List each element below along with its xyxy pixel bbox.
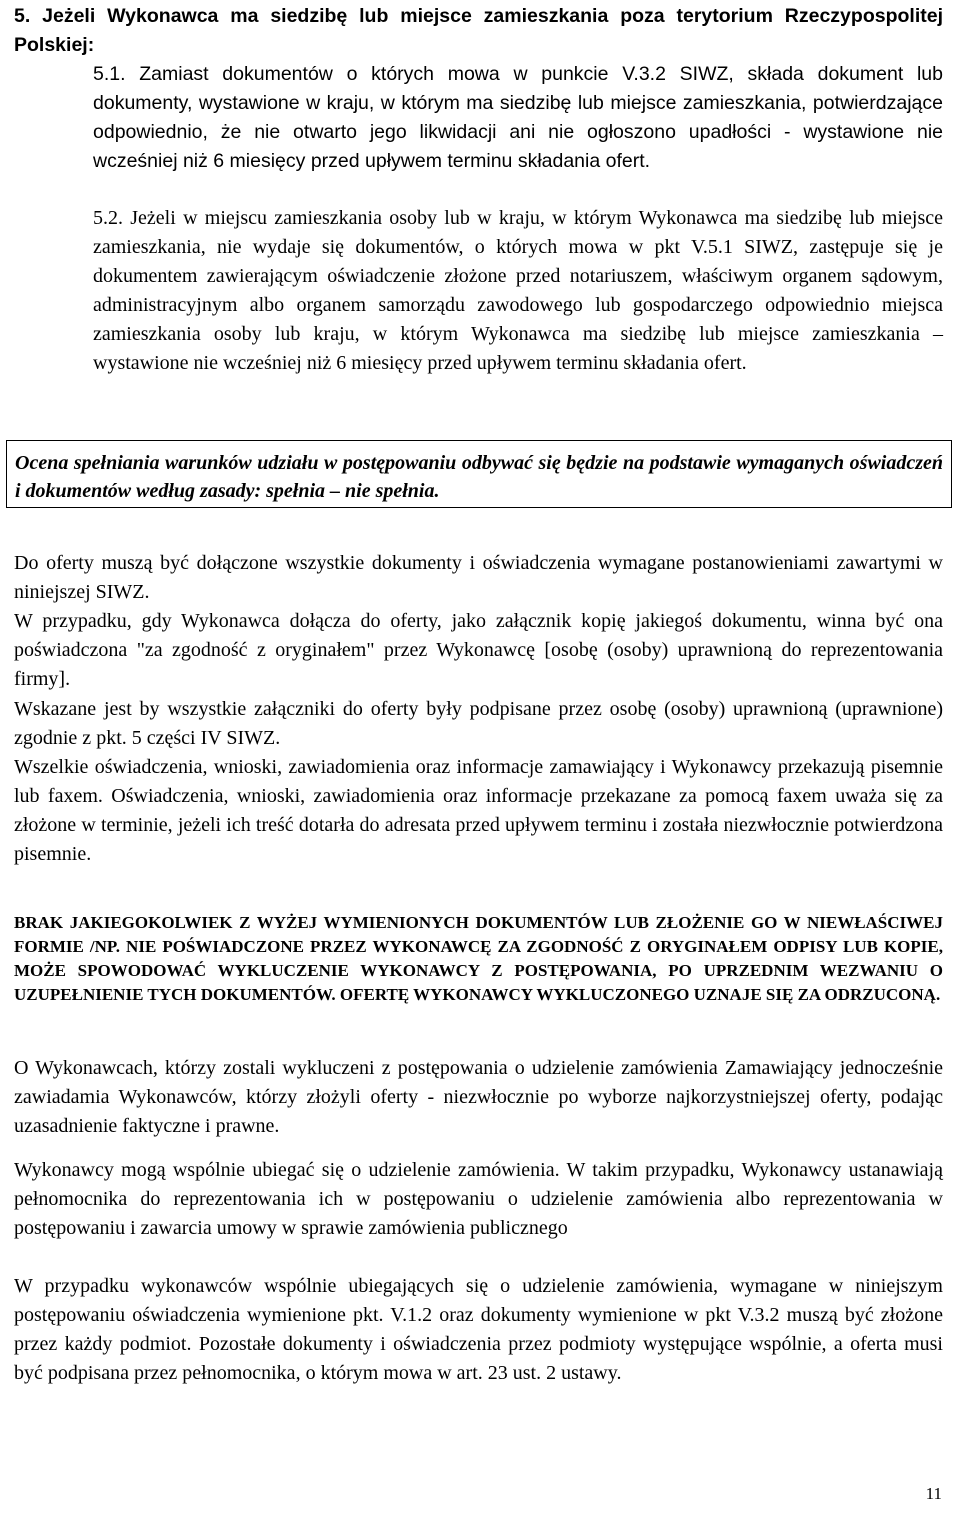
- exclusion-notice: O Wykonawcach, którzy zostali wykluczeni z postępowania o udzielenie zamówienia Zamawiający jednocześnie zawiadamia Wykonawców, którzy złożyli oferty - niezwłocznie po wyborze najkorzystniejszej oferty, podając uzasadnienie faktyczne i prawne.: [14, 1057, 943, 1137]
- paragraph-certified-copies: W przypadku, gdy Wykonawca dołącza do oferty, jako załącznik kopię jakiegoś dokumentu, winna być ona poświadczona "za zgodność z oryginałem" przez Wykonawcę [osobę (osoby) uprawnioną do reprezentowania firmy].: [14, 610, 943, 690]
- section-5-1-text: 5.1. Zamiast dokumentów o których mowa w punkcie V.3.2 SIWZ, składa dokument lub dokumenty, wystawione w kraju, w którym ma siedzibę lub miejsce zamieszkania, potwierdzające odpowiednio, że nie otwarto jego likwidacji ani nie ogłoszono upadłości - wystawione nie wcześniej niż 6 miesięcy przed upływem terminu składania ofert.: [93, 63, 943, 172]
- paragraph-required-documents: Do oferty muszą być dołączone wszystkie dokumenty i oświadczenia wymagane postanowieniami zawartymi w niniejszej SIWZ.: [14, 552, 943, 603]
- section-5-2-text: 5.2. Jeżeli w miejscu zamieszkania osoby lub w kraju, w którym Wykonawca ma siedzibę lub miejsce zamieszkania, nie wydaje się dokumentów, o których mowa w pkt V.5.1 SIWZ, zastępuje się je dokumentem zawierającym oświadczenie złożone przed notariuszem, właściwym organem sądowym, administracyjnym albo organem samorządu zawodowego lub gospodarczego odpowiednio miejsca zamieszkania osoby lub kraju, w którym Wykonawca ma siedzibę lub miejsce zamieszkania – wystawione nie wcześniej niż 6 miesięcy przed upływem terminu składania ofert.: [93, 207, 943, 374]
- paragraph-signed-attachments: Wskazane jest by wszystkie załączniki do oferty były podpisane przez osobę (osoby) uprawnioną (uprawnione) zgodnie z pkt. 5 części IV SIWZ.: [14, 698, 943, 749]
- paragraph-communication: Wszelkie oświadczenia, wnioski, zawiadomienia oraz informacje zamawiający i Wykonawcy przekazują pisemnie lub faxem. Oświadczenia, wnioski, zawiadomienia oraz informacje przekazane za pomocą faxem uważa się za złożone w terminie, jeżeli ich treść dotarła do adresata przed upływem terminu i została niezwłocznie potwierdzona pisemnie.: [14, 756, 943, 865]
- assessment-text: Ocena spełniania warunków udziału w postępowaniu odbywać się będzie na podstawie wymaganych oświadczeń i dokumentów według zasady: spełnia – nie spełnia.: [15, 452, 943, 502]
- assessment-box: [6, 440, 952, 508]
- page-number: 11: [925, 1484, 942, 1503]
- joint-bidding-paragraph-2: W przypadku wykonawców wspólnie ubiegających się o udzielenie zamówienia, wymagane w niniejszym postępowaniu oświadczenia wymienione pkt. V.1.2 oraz dokumenty wymienione w pkt V.3.2 muszą być złożone przez każdy podmiot. Pozostałe dokumenty i oświadczenia przez podmioty występujące wspólnie, a oferta musi być podpisana przez pełnomocnika, o którym mowa w art. 23 ust. 2 ustawy.: [14, 1275, 943, 1384]
- warning-caps-text: BRAK JAKIEGOKOLWIEK Z WYŻEJ WYMIENIONYCH DOKUMENTÓW LUB ZŁOŻENIE GO W NIEWŁAŚCIWEJ FORMIE /NP. NIE POŚWIADCZONE PRZEZ WYKONAWCĘ ZA ZGODNOŚĆ Z ORYGINAŁEM ODPISY LUB KOPIE, MOŻE SPOWODOWAĆ WYKLUCZENIE WYKONAWCY Z POSTĘPOWANIA, PO UPRZEDNIM WEZWANIU O UZUPEŁNIENIE TYCH DOKUMENTÓW. OFERTĘ WYKONAWCY WYKLUCZONEGO UZNAJE SIĘ ZA ODRZUCONĄ.: [14, 913, 943, 1004]
- section-5-heading: 5. Jeżeli Wykonawca ma siedzibę lub miejsce zamieszkania poza terytorium Rzeczypospolitej Polskiej:: [14, 5, 943, 56]
- joint-bidding-paragraph-1: Wykonawcy mogą wspólnie ubiegać się o udzielenie zamówienia. W takim przypadku, Wykonawcy ustanawiają pełnomocnika do reprezentowania ich w postępowaniu o udzielenie zamówienia albo reprezentowania w postępowaniu i zawarcia umowy w sprawie zamówienia publicznego: [14, 1159, 943, 1239]
